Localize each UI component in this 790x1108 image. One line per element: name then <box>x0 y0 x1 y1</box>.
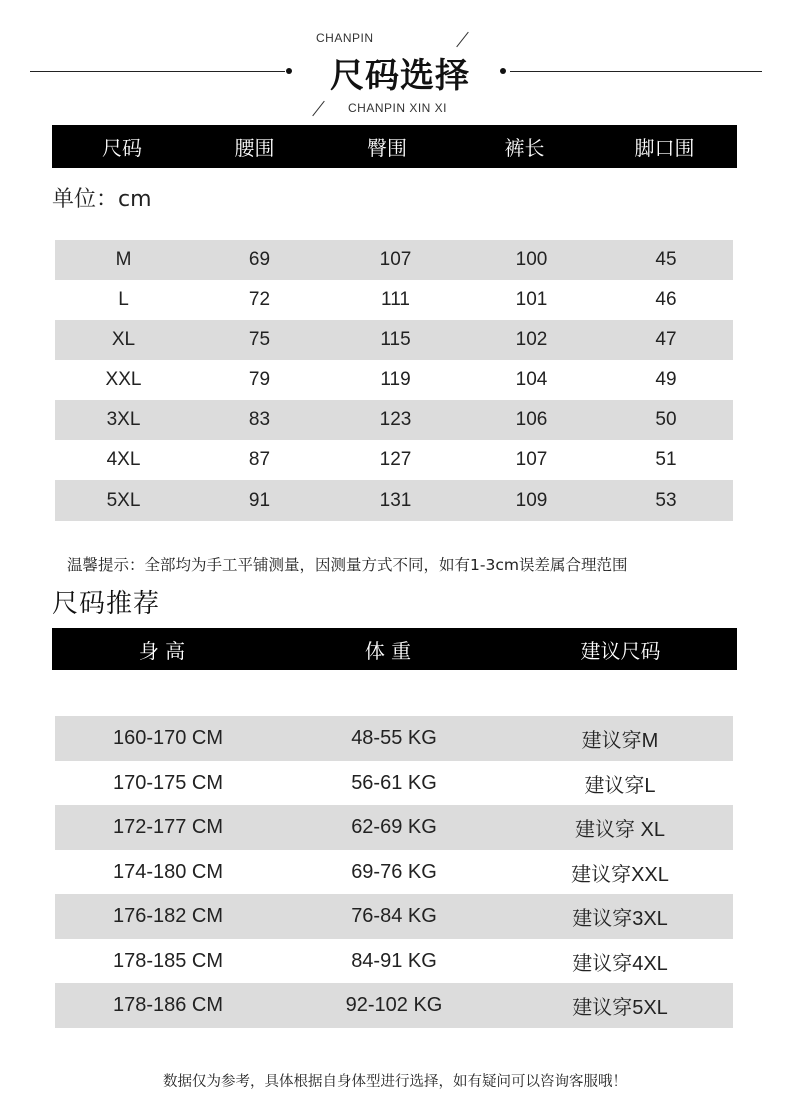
waist-cell: 75 <box>248 329 271 350</box>
measurement-tip: 温馨提示：全部均为手工平铺测量，因测量方式不同，如有1-3cm误差属合理范围 <box>67 556 628 574</box>
weight-cell: 69-76 KG <box>351 860 437 883</box>
header-slash-bottom <box>312 101 324 117</box>
hem-cell: 53 <box>655 489 677 511</box>
unit-label: 单位：cm <box>52 187 152 212</box>
table-row <box>55 805 733 850</box>
hip-cell: 119 <box>380 369 411 390</box>
hem-cell: 46 <box>655 289 677 310</box>
weight-cell: 76-84 KG <box>351 905 437 927</box>
height-cell: 174-180 CM <box>112 860 224 883</box>
header-subtitle-top: CHANPIN <box>316 31 374 45</box>
header-rule-right <box>510 71 762 72</box>
weight-cell: 92-102 KG <box>345 994 443 1016</box>
suggested-size-cell: 建议穿4XL <box>572 952 668 975</box>
hip-cell: 107 <box>379 249 412 270</box>
footer-note: 数据仅为参考，具体根据自身体型进行选择，如有疑问可以咨询客服哦！ <box>163 1074 627 1090</box>
recommend-col-header: 身 高 <box>138 638 186 663</box>
recommend-table-header <box>52 628 737 670</box>
table-row <box>55 240 733 280</box>
recommend-table-body <box>55 716 733 1028</box>
size-col-header: 脚口围 <box>634 136 695 160</box>
length-cell: 106 <box>515 409 548 430</box>
hem-cell: 45 <box>655 249 677 270</box>
hem-cell: 50 <box>655 409 677 430</box>
header-rule-left <box>30 71 285 72</box>
table-row <box>55 939 733 983</box>
table-row <box>55 480 733 521</box>
hem-cell: 51 <box>655 449 677 470</box>
size-cell: L <box>118 289 129 310</box>
height-cell: 170-175 CM <box>112 771 224 794</box>
table-row <box>55 400 733 440</box>
size-col-header: 尺码 <box>102 136 142 160</box>
length-cell: 102 <box>515 329 548 350</box>
size-cell: XL <box>111 329 136 350</box>
length-cell: 104 <box>515 369 548 390</box>
suggested-size-cell: 建议穿5XL <box>572 997 668 1019</box>
length-cell: 107 <box>515 449 548 470</box>
table-row <box>55 850 733 894</box>
page-title: 尺码选择 <box>330 56 470 96</box>
hip-cell: 131 <box>379 489 412 511</box>
table-row <box>55 716 733 761</box>
suggested-size-cell: 建议穿3XL <box>572 908 668 930</box>
weight-cell: 56-61 KG <box>351 771 437 794</box>
hip-cell: 115 <box>380 329 411 350</box>
waist-cell: 91 <box>248 489 271 511</box>
recommend-col-header: 体 重 <box>364 638 412 663</box>
hip-cell: 127 <box>379 449 412 470</box>
weight-cell: 48-55 KG <box>351 727 437 749</box>
waist-cell: 87 <box>248 449 271 470</box>
table-row <box>55 440 733 480</box>
recommend-title: 尺码推荐 <box>52 589 161 619</box>
suggested-size-cell: 建议穿M <box>581 730 659 752</box>
table-row <box>55 280 733 320</box>
length-cell: 109 <box>515 489 548 511</box>
size-col-header: 臀围 <box>367 136 407 160</box>
header-subtitle-bottom: CHANPIN XIN XI <box>348 101 448 115</box>
height-cell: 178-186 CM <box>112 994 224 1016</box>
height-cell: 160-170 CM <box>112 727 224 749</box>
table-row <box>55 360 733 400</box>
height-cell: 172-177 CM <box>112 816 224 838</box>
waist-cell: 83 <box>248 409 271 430</box>
height-cell: 176-182 CM <box>112 905 224 927</box>
suggested-size-cell: 建议穿L <box>584 774 656 797</box>
size-cell: 5XL <box>106 489 141 511</box>
size-cell: 4XL <box>106 449 141 470</box>
header-slash-top <box>456 32 468 48</box>
size-cell: XXL <box>105 369 142 390</box>
suggested-size-cell: 建议穿XXL <box>571 863 669 886</box>
waist-cell: 72 <box>248 289 271 310</box>
table-row <box>55 761 733 805</box>
hip-cell: 123 <box>379 409 412 430</box>
size-cell: 3XL <box>106 409 141 430</box>
height-cell: 178-185 CM <box>112 949 224 972</box>
waist-cell: 79 <box>248 369 271 390</box>
weight-cell: 62-69 KG <box>351 816 437 838</box>
length-cell: 100 <box>515 249 548 270</box>
size-table-body <box>55 240 733 521</box>
header-dot-right <box>500 68 506 74</box>
size-cell: M <box>115 249 132 270</box>
weight-cell: 84-91 KG <box>351 949 437 972</box>
recommend-col-header: 建议尺码 <box>580 638 661 663</box>
hem-cell: 49 <box>655 369 677 390</box>
length-cell: 101 <box>515 289 548 310</box>
size-col-header: 腰围 <box>234 136 275 160</box>
table-row <box>55 320 733 360</box>
table-row <box>55 983 733 1028</box>
header-dot-left <box>286 68 292 74</box>
size-table-header <box>52 125 737 168</box>
table-row <box>55 894 733 939</box>
hip-cell: 111 <box>381 289 410 310</box>
size-col-header: 裤长 <box>504 136 545 160</box>
hem-cell: 47 <box>655 329 677 350</box>
waist-cell: 69 <box>248 249 271 270</box>
suggested-size-cell: 建议穿 XL <box>574 819 666 841</box>
